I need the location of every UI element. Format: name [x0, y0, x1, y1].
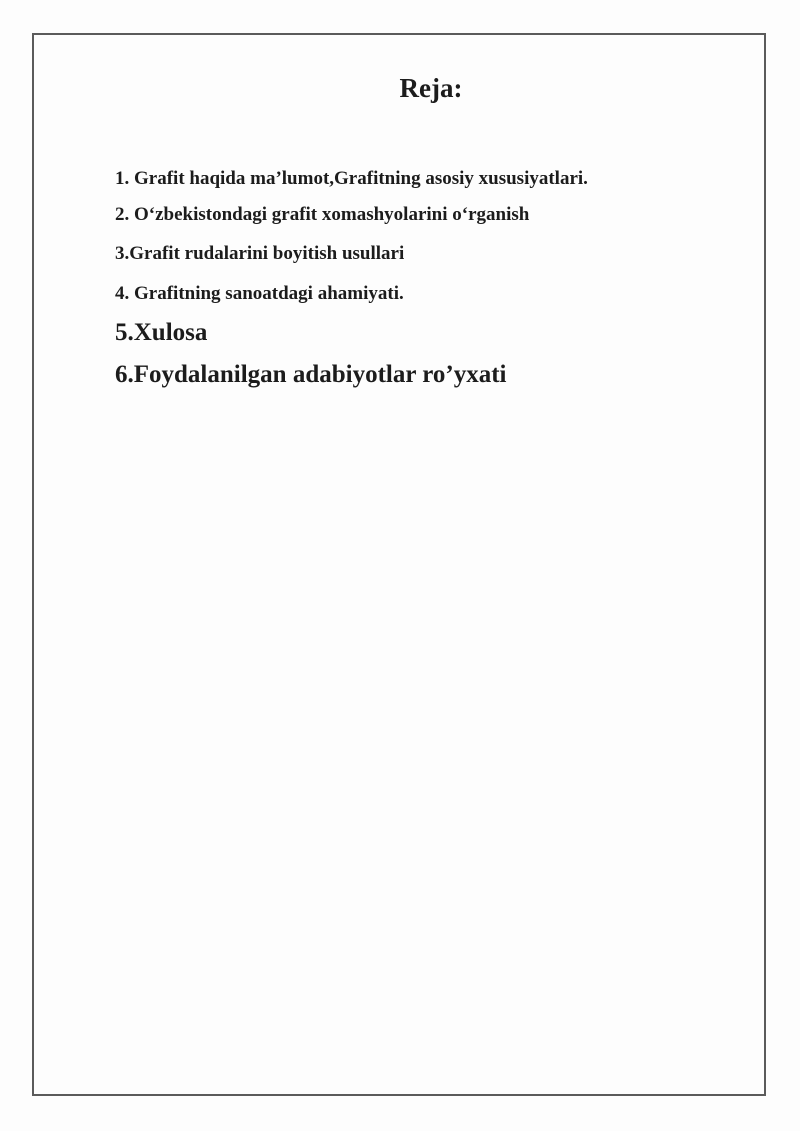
- page-title: Reja:: [399, 73, 463, 103]
- plan-item-6: 6.Foydalanilgan adabiyotlar ro’yxati: [115, 361, 507, 388]
- plan-item-2: 2. O‘zbekistondagi grafit xomashyolarini o‘rganish: [115, 204, 530, 225]
- plan-item-5: 5.Xulosa: [115, 319, 208, 346]
- plan-item-3: 3.Grafit rudalarini boyitish usullari: [115, 243, 405, 264]
- plan-item-4: 4. Grafitning sanoatdagi ahamiyati.: [115, 283, 404, 304]
- page-border: [32, 33, 766, 1096]
- plan-item-1: 1. Grafit haqida ma’lumot,Grafitning asosiy xususiyatlari.: [115, 168, 588, 189]
